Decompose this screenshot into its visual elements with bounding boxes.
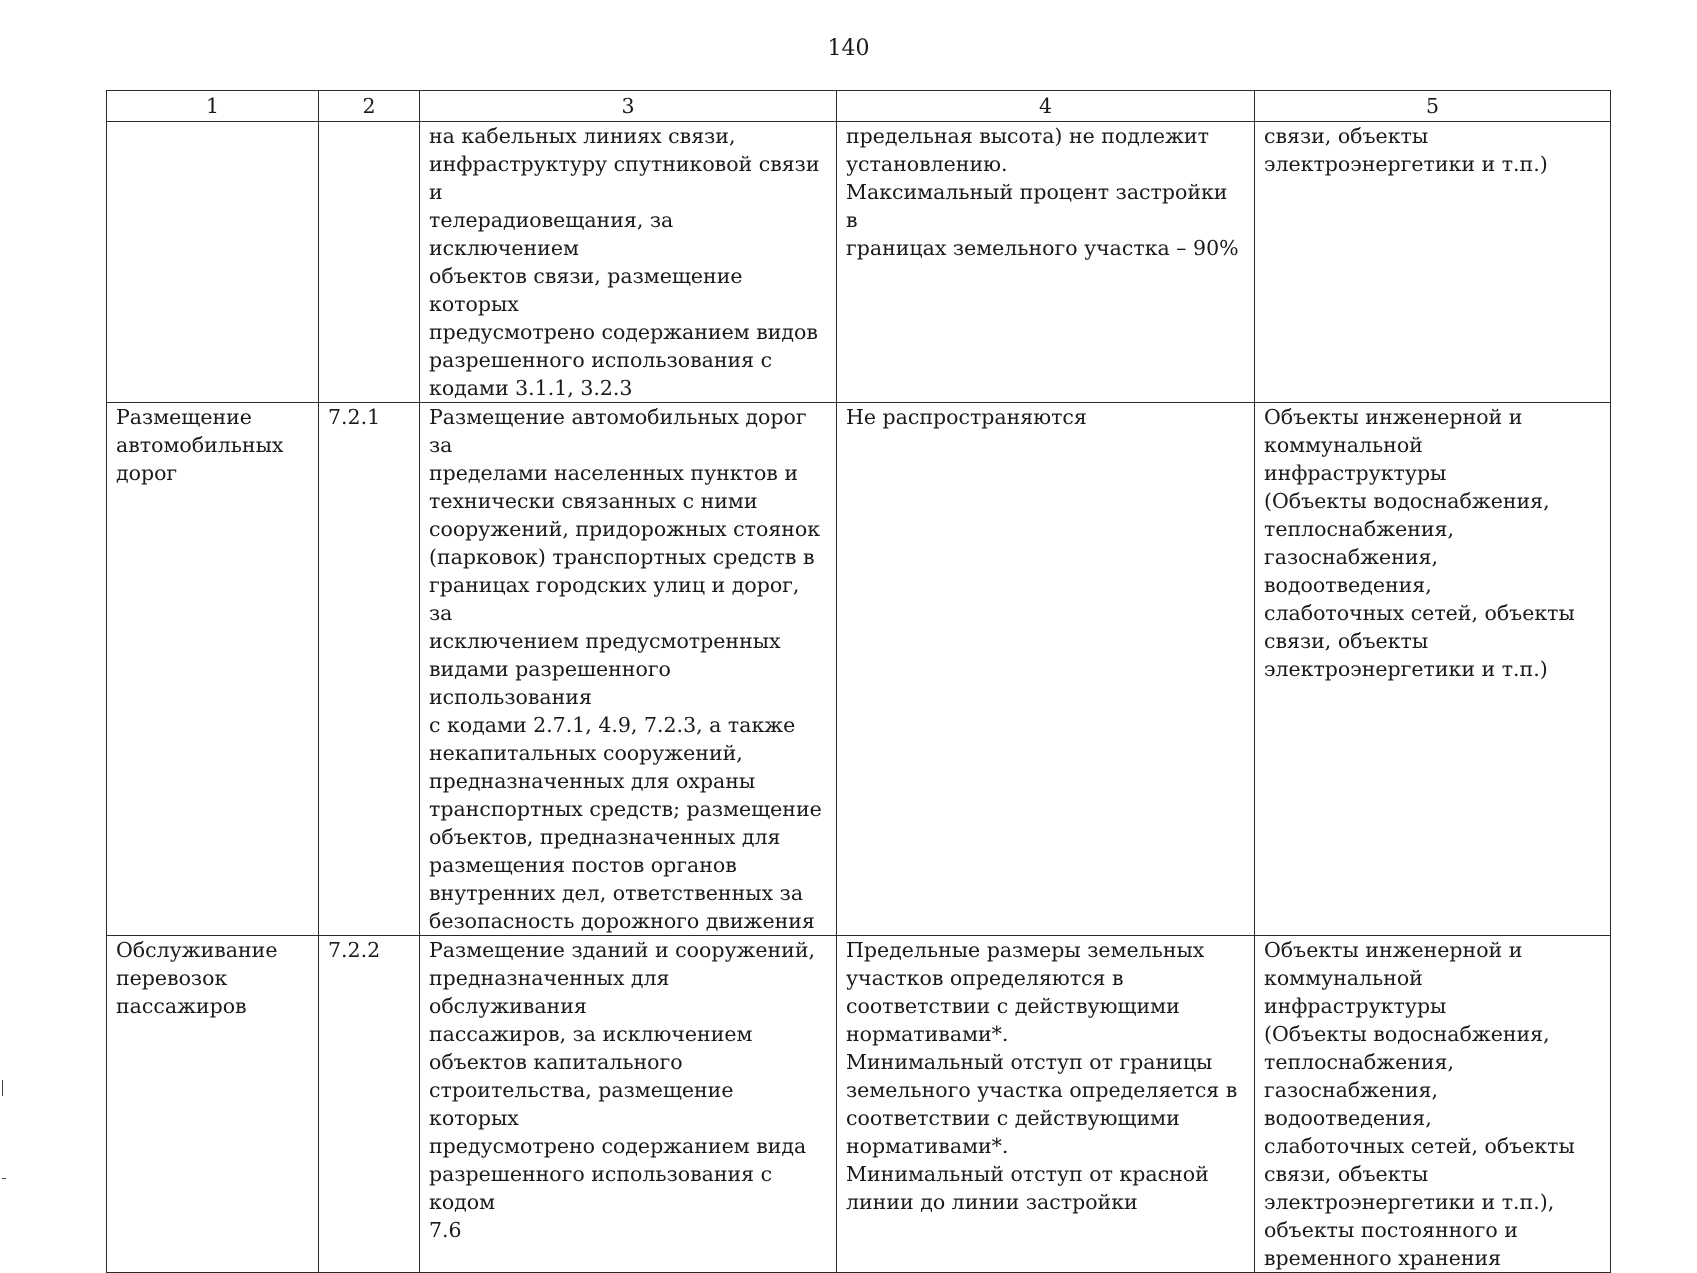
header-col-1: 1 xyxy=(107,91,319,122)
land-use-table xyxy=(106,90,1611,1273)
use-description-cell: на кабельных линиях связи, инфраструктуру спутниковой связи и телерадиовещания, за исключением объектов связи, размещение которых предусмотрено содержанием видов разрешенного использования с кодами 3.1.1, 3.2.3 xyxy=(420,122,837,403)
use-type-code-cell: 7.2.2 xyxy=(319,936,420,1273)
table-row xyxy=(107,122,1611,403)
use-description-cell: Размещение автомобильных дорог за пределами населенных пунктов и технически связанных с ними сооружений, придорожных стоянок (парковок) транспортных средств в границах городских улиц и дорог, за исключением предусмотренных видами разрешенного использования с кодами 2.7.1, 4.9, 7.2.3, а также некапитальных сооружений, предназначенных для охраны транспортных средств; размещение объектов, предназначенных для размещения постов органов внутренних дел, ответственных за безопасность дорожного движения xyxy=(420,403,837,936)
page-number: 140 xyxy=(827,36,870,61)
parameters-cell: Предельные размеры земельных участков определяются в соответствии с действующими нормативами*. Минимальный отступ от границы земельного участка определяется в соответствии с действующими нормативами*. Минимальный отступ от красной линии до линии застройки xyxy=(837,936,1255,1273)
use-type-name-cell: Размещение автомобильных дорог xyxy=(107,403,319,936)
header-col-3: 3 xyxy=(420,91,837,122)
use-type-code-cell xyxy=(319,122,420,403)
infrastructure-cell: Объекты инженерной и коммунальной инфраструктуры (Объекты водоснабжения, теплоснабжения, газоснабжения, водоотведения, слаботочных сетей, объекты связи, объекты электроэнергетики и т.п.), объекты постоянного и временного хранения xyxy=(1255,936,1611,1273)
scan-margin-mark xyxy=(2,1080,7,1096)
table-row xyxy=(107,936,1611,1273)
infrastructure-cell: Объекты инженерной и коммунальной инфраструктуры (Объекты водоснабжения, теплоснабжения, газоснабжения, водоотведения, слаботочных сетей, объекты связи, объекты электроэнергетики и т.п.) xyxy=(1255,403,1611,936)
header-col-5: 5 xyxy=(1255,91,1611,122)
table-row xyxy=(107,403,1611,936)
header-col-2: 2 xyxy=(319,91,420,122)
header-col-4: 4 xyxy=(837,91,1255,122)
use-type-code-cell: 7.2.1 xyxy=(319,403,420,936)
use-description-cell: Размещение зданий и сооружений, предназначенных для обслуживания пассажиров, за исключением объектов капитального строительства, размещение которых предусмотрено содержанием вида разрешенного использования с кодом 7.6 xyxy=(420,936,837,1273)
use-type-name-cell: Обслуживание перевозок пассажиров xyxy=(107,936,319,1273)
scan-margin-mark xyxy=(2,1178,6,1179)
use-type-name-cell xyxy=(107,122,319,403)
infrastructure-cell: связи, объекты электроэнергетики и т.п.) xyxy=(1255,122,1611,403)
parameters-cell: предельная высота) не подлежит установлению. Максимальный процент застройки в границах земельного участка – 90% xyxy=(837,122,1255,403)
table-header-row xyxy=(107,91,1611,122)
parameters-cell: Не распространяются xyxy=(837,403,1255,936)
